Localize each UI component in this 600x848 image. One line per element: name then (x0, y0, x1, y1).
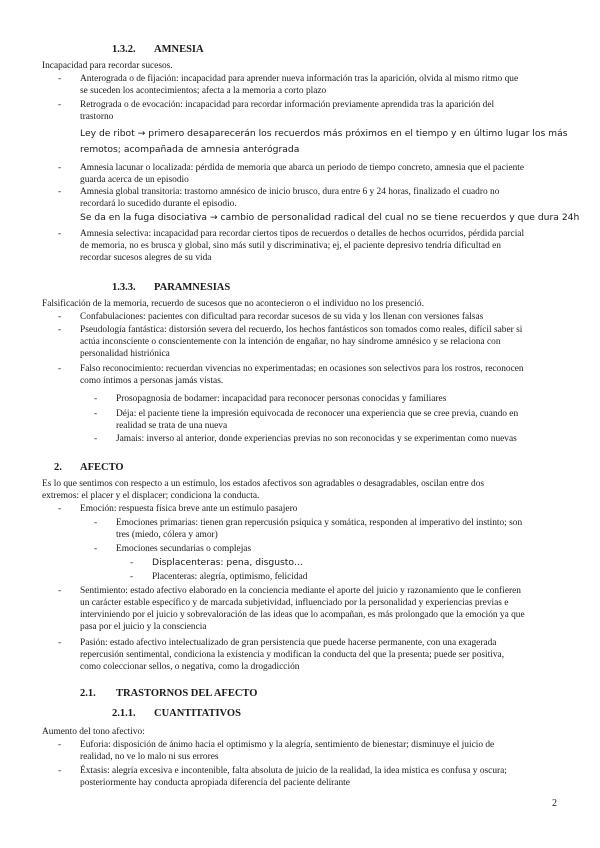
heading-number: 1.3.2. (112, 44, 136, 55)
line: Falso reconocimiento: recuerdan vivencias no experimentadas; en ocasiones son selectivos para los rostros, reconocen (80, 364, 524, 374)
heading-number: 1.3.3. (112, 282, 136, 293)
heading-title: TRASTORNOS DEL AFECTO (116, 688, 258, 699)
line: Amnesia selectiva: incapacidad para recordar ciertos tipos de recuerdos o detalles de hechos ocurridos, pérdida parcial (80, 229, 525, 239)
heading-title: AMNESIA (154, 44, 204, 55)
heading-number: 2.1.1. (112, 708, 136, 719)
line: un carácter estable específico y de marcada subjetividad, influenciado por la personalidad y experiencias previas e (80, 598, 509, 608)
heading-afecto (54, 462, 124, 473)
line: Pasión: estado afectivo intelectualizado de gran persistencia que puede hacerse permanente, con una exagerada (80, 638, 497, 648)
heading-number: 2.1. (80, 688, 96, 699)
line: Displacenteras: pena, disgusto… (152, 557, 304, 568)
ribot-note (80, 126, 568, 158)
line: como coleccionar sellos, o negativa, como la drogadicción (80, 662, 300, 672)
heading-cuantitativos (112, 708, 241, 719)
sub-list-item: - Jamais: inverso al anterior, donde experiencias previas no son reconocidas y se experimentan como nuevas (94, 434, 517, 444)
line: Éxtasis: alegría excesiva e incontenible, falta absoluta de juicio de la realidad, la idea mística es confusa y oscura; (80, 766, 507, 776)
line: repercusión sentimental, condiciona la existencia y modifican la conducta del que la presenta; puede ser positiva, (80, 650, 505, 660)
line: recordará lo sucedido durante el episodio. (80, 199, 237, 209)
sub-list-item: - Emociones primarias: tienen gran repercusión psíquica y somática, responden al imperativo del instinto; son tres (miedo, cólera y amor) (94, 518, 523, 540)
list-item: - Pasión: estado afectivo intelectualizado de gran persistencia que puede hacerse permanente, con una exagerada repercusión sentimental, condiciona la existencia y modifican la conducta del que la presenta; puede ser positiva, como coleccionar sellos, o negativa, como la drogadicción (58, 638, 505, 672)
line: Sentimiento: estado afectivo elaborado en la conciencia mediante el aporte del juicio y razonamiento que le confieren (80, 586, 521, 596)
list-item: - Falso reconocimiento: recuerdan vivencias no experimentadas; en ocasiones son selectivos para los rostros, reconocen como íntimos a personas jamás vistas. (58, 364, 524, 386)
list-item: - Éxtasis: alegría excesiva e incontenible, falta absoluta de juicio de la realidad, la idea mística es confusa y oscura; posteriormente hay conducta apropiada diferencia del paciente delirante (58, 766, 507, 788)
paramnesias-intro: Falsificación de la memoria, recuerdo de sucesos que no acontecieron o el individuo no los presenció. (42, 299, 424, 309)
list-item: - Amnesia global transitoria: trastorno amnésico de inicio brusco, dura entre 6 y 24 horas, finalizado el cuadro no recordará lo sucedido durante el episodio. (58, 187, 500, 209)
line: Es lo que sentimos con respecto a un estímulo, los estados afectivos son agradables o desagradables, oscilan entre dos (42, 479, 485, 489)
line: extremos: el placer y el displacer; condiciona la conducta. (42, 491, 260, 501)
list-item: - Amnesia lacunar o localizada: pérdida de memoria que abarca un periodo de tiempo concreto, amnesia que el paciente guarda acerca de un episodio (58, 163, 525, 185)
line: de memoria, no es brusca y global, sino más sutil y discriminativa; ej, el paciente depresivo tendría dificultad en (80, 241, 501, 251)
line: remotos; acompañada de amnesia anterógrada (80, 144, 300, 155)
line: Prosopagnosia de bodamer: incapacidad para reconocer personas conocidas y familiares (116, 394, 447, 404)
line: realidad se trata de una nueva (116, 421, 228, 431)
page-number: 2 (552, 798, 557, 809)
line: realidad, no ve lo malo ni sus errores (80, 752, 219, 762)
fuga-note (80, 212, 579, 224)
list-item: - Sentimiento: estado afectivo elaborado en la conciencia mediante el aporte del juicio y razonamiento que le confieren un carácter estable específico y de marcada subjetividad, influenciado por la personalidad y experiencias previas e interviniendo por el juicio y sobrevaloración de las ideas que lo acompañan, es más prolongado que la emoción ya que pasa por el juicio y la consciencia (58, 586, 525, 632)
sub-sub-list-item: - Placenteras: alegría, optimismo, felicidad (130, 572, 308, 582)
line: Emociones primarias: tienen gran repercusión psíquica y somática, responden al imperativo del instinto; son (116, 518, 523, 528)
sub-list-item: - Déja: el paciente tiene la impresión equivocada de reconocer una experiencia que se cree previa, cuando en realidad se trata de una nueva (94, 409, 519, 431)
line: se suceden los acontecimientos; afecta a la memoria a corto plazo (80, 86, 327, 96)
line: Emoción: respuesta física breve ante un estímulo pasajero (80, 504, 298, 514)
list-item: - Euforia: disposición de ánimo hacia el optimismo y la alegría, sentimiento de bienestar; disminuye el juicio de realidad, no ve lo malo ni sus errores (58, 740, 495, 762)
line: trastorno (80, 112, 114, 122)
heading-title: AFECTO (80, 462, 124, 473)
line: como íntimos a personas jamás vistas. (80, 376, 224, 386)
line: interviniendo por el juicio y sobrevaloración de las ideas que lo acompañan, es más prolongado que la emoción ya que (80, 610, 525, 620)
list-item: - Emoción: respuesta física breve ante un estímulo pasajero (58, 504, 298, 514)
list-item: - Anterograda o de fijación: incapacidad para aprender nueva información tras la aparición, olvida al mismo ritmo que se suceden los acontecimientos; afecta a la memoria a corto plazo (58, 74, 519, 96)
line: Amnesia lacunar o localizada: pérdida de memoria que abarca un periodo de tiempo concreto, amnesia que el paciente (80, 163, 525, 173)
line: posteriormente hay conducta apropiada diferencia del paciente delirante (80, 778, 350, 788)
line: Emociones secundarias o complejas (116, 544, 252, 554)
line: Placenteras: alegría, optimismo, felicidad (152, 572, 308, 582)
amnesia-intro: Incapacidad para recordar sucesos. (42, 61, 173, 71)
line: Pseudología fantástica: distorsión severa del recuerdo, los hechos fantásticos son tomados como reales, difícil saber si (80, 325, 523, 335)
line: Déja: el paciente tiene la impresión equivocada de reconocer una experiencia que se cree previa, cuando en (116, 409, 519, 419)
line: Se da en la fuga disociativa → cambio de personalidad radical del cual no se tiene recuerdos y que dura 24h (80, 212, 580, 223)
line: tres (miedo, cólera y amor) (116, 530, 218, 540)
line: Anterograda o de fijación: incapacidad para aprender nueva información tras la aparición, olvida al mismo ritmo que (80, 74, 519, 84)
list-item: - Pseudología fantástica: distorsión severa del recuerdo, los hechos fantásticos son tomados como reales, difícil saber si actúa inconsciente o conscientemente con la intención de engañar, no hay síndrome amnésico y se relaciona con personalidad histriónica (58, 325, 523, 359)
line: Jamais: inverso al anterior, donde experiencias previas no son reconocidas y se experimentan como nuevas (116, 434, 517, 444)
heading-amnesia (112, 44, 204, 55)
line: Retrograda o de evocación: incapacidad para recordar información previamente aprendida tras la aparición del (80, 100, 495, 110)
line: recordar sucesos alegres de su vida (80, 253, 212, 263)
list-item: - Retrograda o de evocación: incapacidad para recordar información previamente aprendida tras la aparición del trastorno (58, 100, 495, 122)
line: Euforia: disposición de ánimo hacia el optimismo y la alegría, sentimiento de bienestar; disminuye el juicio de (80, 740, 495, 750)
heading-trastornos (80, 688, 257, 699)
line: Amnesia global transitoria: trastorno amnésico de inicio brusco, dura entre 6 y 24 horas, finalizado el cuadro no (80, 187, 500, 197)
line: actúa inconsciente o conscientemente con la intención de engañar, no hay síndrome amnésico y se relaciona con (80, 337, 501, 347)
sub-list-item: - Emociones secundarias o complejas (94, 544, 252, 554)
line: Ley de ribot → primero desaparecerán los recuerdos más próximos en el tiempo y en último lugar los más (80, 128, 568, 139)
list-item: - Confabulaciones: pacientes con dificultad para recordar sucesos de su vida y los llenan con versiones falsas (58, 312, 484, 322)
sub-sub-list-item: - Displacenteras: pena, disgusto… (130, 557, 304, 568)
list-item: - Amnesia selectiva: incapacidad para recordar ciertos tipos de recuerdos o detalles de hechos ocurridos, pérdida parcial de memoria, no es brusca y global, sino más sutil y discriminativa; ej, el paciente depresivo tendría dificultad en recordar sucesos alegres de su vida (58, 229, 525, 263)
heading-paramnesias (112, 282, 230, 293)
line: guarda acerca de un episodio (80, 175, 189, 185)
heading-title: PARAMNESIAS (154, 282, 231, 293)
cuantitativos-intro: Aumento del tono afectivo: (42, 727, 145, 737)
sub-list-item: - Prosopagnosia de bodamer: incapacidad para reconocer personas conocidas y familiares (94, 394, 447, 404)
line: Confabulaciones: pacientes con dificultad para recordar sucesos de su vida y los llenan con versiones falsas (80, 312, 484, 322)
heading-number: 2. (54, 462, 62, 473)
heading-title: CUANTITATIVOS (154, 708, 241, 719)
afecto-intro (42, 478, 484, 502)
line: personalidad histriónica (80, 349, 170, 359)
line: pasa por el juicio y la consciencia (80, 622, 207, 632)
